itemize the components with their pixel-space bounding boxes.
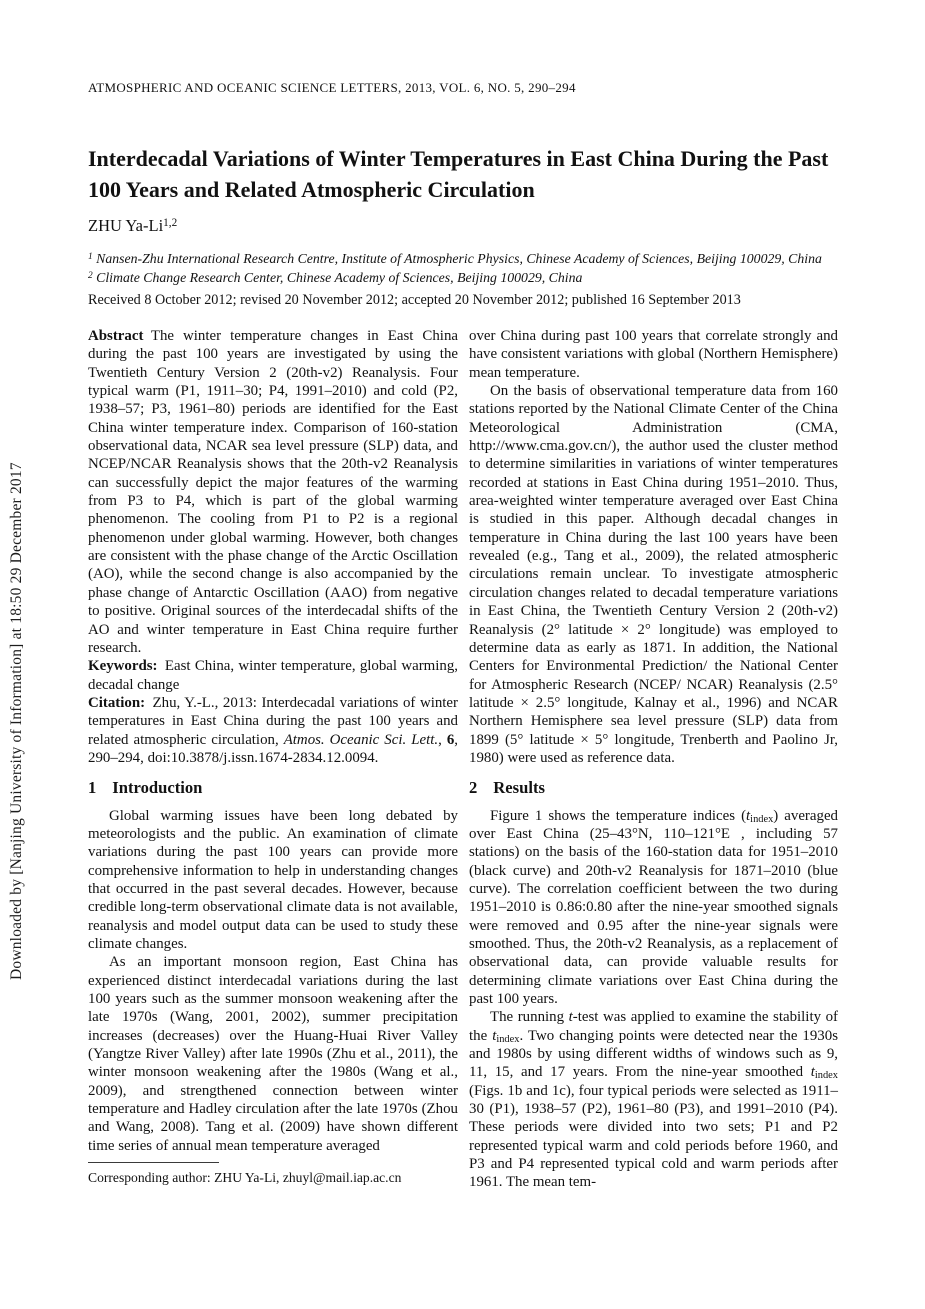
affiliation-line-2	[88, 268, 822, 287]
author-name: ZHU Ya-Li	[88, 216, 164, 235]
download-watermark: Downloaded by [Nanjing University of Information] at 18:50 29 December 2017	[8, 462, 25, 980]
affiliations-block	[88, 249, 822, 287]
results-paragraph-2: The running t-test was applied to examine the stability of the $t_{index}$. Two changing points were detected near the 1930s and 1980s by using different widths of windows such as 9, 11, 15, and 17 years. From the nine-year smoothed $t_{index}$ (Figs. 1b and 1c), four typical periods were selected as 1911–30 (P1), 1938–57 (P2), 1961–80 (P3), and 1991–2010 (P4). These periods were divided into two sets; P1 and P2 represented typical warm and cold periods before 1960, and P3 and P4 represented typical cold and warm periods after 1961. The mean tem-	[469, 1009, 838, 1191]
author-line	[88, 216, 177, 236]
affiliation-mark-1: 1	[88, 251, 93, 262]
article-history: Received 8 October 2012; revised 20 November 2012; accepted 20 November 2012; published 16 September 2013	[88, 292, 741, 308]
intro-paragraph-2: As an important monsoon region, East China has experienced distinct interdecadal variations during the last 100 years such as the summer monsoon weakening after the late 1970s (Wang, 2001, 2002), summer precipitation increases (decreases) over the Huang-Huai River Valley (Yangtze River Valley) after late 1990s (Zhu et al., 2011), the winter monsoon weakening after the 1980s (Wang et al., 2009), and strengthened connection between winter temperature and Hadley circulation after the late 1970s (Zhou and Wang, 2008). Tang et al. (2009) have shown different time series of annual mean temperature averaged	[88, 954, 458, 1154]
intro-paragraph-1: Global warming issues have been long debated by meteorologists and the public. An examination of climate variations during the past 100 years can provide more comprehensive information to help in understanding changes that occurred in the past several decades. However, because credible long-term observational climate data is not available, reanalysis and model output data can be used to study these climate changes.	[88, 807, 458, 952]
data-sources-paragraph: On the basis of observational temperature data from 160 stations reported by the National Climate Center of the China Meteorological Administration (CMA, http://www.cma.gov.cn/), the author used the cluster method to determine similarities in variations of winter temperatures recorded at stations in East China during 1951–2010. Thus, area-weighted winter temperature averaged over East China is studied in this paper. Although decadal changes in temperature in China during the last 100 years have been revealed (e.g., Tang et al., 2009), the related atmospheric circulations remain unclear. To investigate atmospheric circulation changes related to decadal temperature variations in East China, the Twentieth Century Version 2 (20th-v2) Reanalysis (2° latitude × 2° longitude) was employed to determine data as early as 1871. In addition, the National Centers for Environmental Prediction/ the National Center for Atmospheric Research (NCEP/ NCAR) Reanalysis (2.5° latitude × 2.5° longitude, Kalnay et al., 1996) and NCAR Northern Hemisphere sea level pressure (SLP) data from 1899 (5° latitude × 5° longitude, Trenberth and Paolino Jr, 1980) were used as reference data.	[469, 383, 838, 766]
section-title: Results	[493, 778, 545, 798]
article-title: Interdecadal Variations of Winter Temperatures in East China During the Past 100 Years and Related Atmospheric Circulation	[88, 146, 829, 202]
corresponding-author-footnote: Corresponding author: ZHU Ya-Li, zhuyl@mail.iap.ac.cn	[88, 1170, 402, 1185]
results-paragraph-1: Figure 1 shows the temperature indices $(t_{index})$ averaged over East China (25–43°N, 110–121°E , including 57 stations) on the basis of the 160-station data for 1951–2010 (black curve) and 20th-v2 Reanalysis for 1871–2010 (blue curve). The correlation coefficient between the two during 1951–2010 is 0.86:0.80 after the nine-year smoothed signals were removed and 0.95 after the nine-year signals were smoothed. Thus, the 20th-v2 Reanalysis, as a replacement of observational data, can provide valuable results for determining climate variations over East China during the past 100 years.	[469, 807, 838, 1008]
footnote-divider	[88, 1162, 219, 1163]
affiliation-mark-2: 2	[88, 270, 93, 281]
intro-paragraph-2-continuation: over China during past 100 years that correlate strongly and have consistent variations with global (Northern Hemisphere) mean temperature.	[469, 328, 838, 381]
section-number: 1	[88, 778, 97, 798]
affiliation-line-1	[88, 249, 822, 268]
section-title: Introduction	[112, 778, 203, 798]
section-heading-results	[469, 779, 838, 797]
section-number: 2	[469, 778, 478, 798]
citation-paragraph: Citation: Zhu, Y.-L., 2013: Interdecadal variations of winter temperatures in East China during the past 100 years and related atmospheric circulation, Atmos. Oceanic Sci. Lett., 6, 290–294, doi:10.3878/j.issn.1674-2834.12.0094.	[88, 694, 459, 766]
abstract-paragraph: Abstract The winter temperature changes in East China during the past 100 years are investigated by using the Twentieth Century Version 2 (20th-v2) Reanalysis. Four typical warm (P1, 1911–30; P4, 1991–2010) and cold (P2, 1938–57; P3, 1961–80) periods are identified for the East China winter temperature index. Comparison of 160-station observational data, NCAR sea level pressure (SLP) data, and NCEP/NCAR Reanalysis shows that the 20th-v2 Reanalysis can successfully depict the major features of the warming from P3 to P4, which is part of the global warming phenomenon. The cooling from P1 to P2 is a regional phenomenon under global warming. However, both changes are consistent with the phase change of the Arctic Oscillation (AO), while the second change is also accompanied by the phase change of Antarctic Oscillation (AAO) from negative to positive. Original sources of the interdecadal shifts of the AO and winter temperature in East China require further research.	[88, 328, 458, 656]
left-column	[88, 327, 458, 1155]
author-affiliation-marks: 1,2	[163, 216, 178, 229]
journal-header: ATMOSPHERIC AND OCEANIC SCIENCE LETTERS, 2013, VOL. 6, NO. 5, 290–294	[88, 80, 576, 95]
right-column	[469, 327, 838, 1192]
affiliation-text-1: Nansen-Zhu International Research Centre, Institute of Atmospheric Physics, Chinese Academy of Sciences, Beijing 100029, China	[92, 251, 822, 266]
keywords-paragraph: Keywords: East China, winter temperature, global warming, decadal change	[88, 658, 458, 693]
section-heading-introduction	[88, 779, 458, 797]
affiliation-text-2: Climate Change Research Center, Chinese Academy of Sciences, Beijing 100029, China	[92, 270, 583, 285]
